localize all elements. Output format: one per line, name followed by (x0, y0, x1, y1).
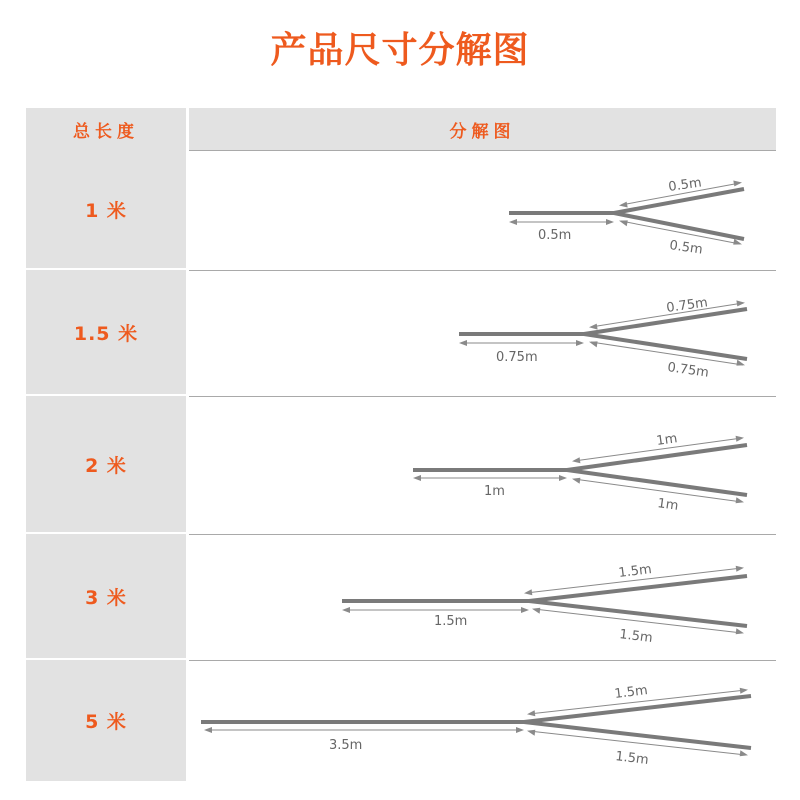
trunk-dimension-label: 1m (484, 484, 505, 499)
table-row (26, 660, 776, 781)
row-length-label: 3 米 (26, 534, 186, 658)
split-cable-diagram (189, 396, 776, 532)
trunk-dimension-label: 1.5m (434, 614, 468, 629)
table-row (26, 534, 776, 658)
lower-branch-dimension-label: 0.5m (668, 238, 704, 258)
table-row (26, 150, 776, 268)
lower-branch-dimension-label: 1.5m (614, 749, 650, 769)
cable-lines (201, 696, 751, 748)
trunk-dimension-label: 3.5m (329, 738, 363, 753)
upper-branch-dimension-label: 1.5m (613, 683, 649, 702)
page-title: 产品尺寸分解图 (270, 30, 530, 71)
split-cable-diagram (189, 660, 776, 781)
split-cable-diagram (189, 270, 776, 394)
split-cable-diagram (189, 534, 776, 658)
column-header-total-length: 总长度 (26, 108, 186, 150)
upper-branch-dimension-label: 1.5m (617, 562, 653, 581)
column-header-breakdown: 分解图 (189, 108, 776, 150)
upper-branch-dimension-label: 1m (655, 431, 679, 449)
upper-branch-dimension-label: 0.75m (665, 295, 709, 316)
lower-branch-dimension-label: 1m (656, 496, 680, 514)
upper-branch-dimension-label: 0.5m (667, 175, 703, 195)
trunk-dimension-label: 0.75m (496, 350, 538, 365)
row-length-label: 5 米 (26, 660, 186, 781)
split-cable-diagram (189, 150, 776, 268)
cable-lines (413, 445, 747, 495)
trunk-dimension-label: 0.5m (538, 228, 572, 243)
lower-branch-dimension-label: 1.5m (618, 627, 654, 647)
lower-branch-dimension-label: 0.75m (666, 360, 710, 381)
size-table (26, 108, 776, 781)
table-row (26, 396, 776, 532)
table-row (26, 270, 776, 394)
cable-lines (342, 576, 747, 626)
row-length-label: 1.5 米 (26, 270, 186, 394)
row-length-label: 2 米 (26, 396, 186, 532)
row-length-label: 1 米 (26, 150, 186, 268)
